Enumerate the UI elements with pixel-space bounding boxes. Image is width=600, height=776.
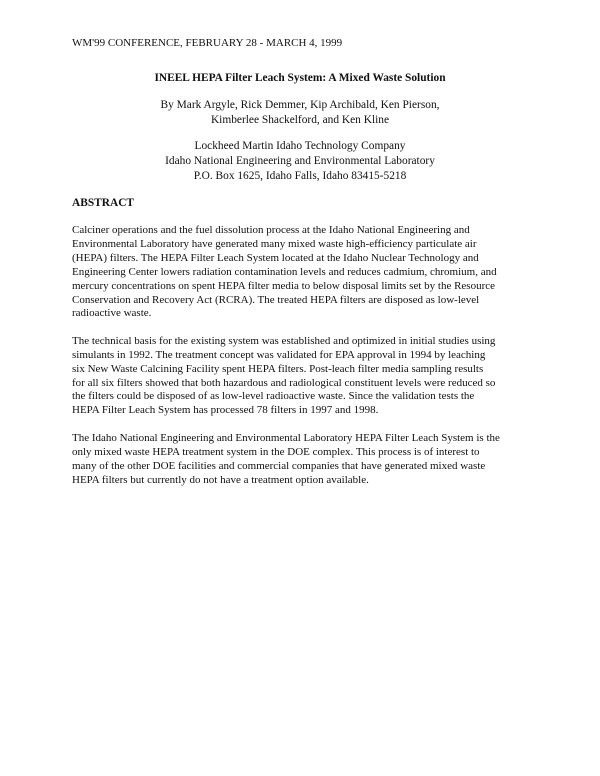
abstract-paragraph	[72, 335, 542, 418]
paper-title: INEEL HEPA Filter Leach System: A Mixed Waste Solution	[154, 72, 446, 84]
affiliation-laboratory: Idaho National Engineering and Environmental Laboratory	[165, 155, 435, 167]
text-line: only mixed waste HEPA treatment system in the DOE complex. This process is of interest to	[72, 445, 480, 458]
text-line: mercury concentrations on spent HEPA filter media to below disposal limits set by the Resource	[72, 279, 496, 292]
text-line: The Idaho National Engineering and Environmental Laboratory HEPA Filter Leach System is the	[72, 431, 500, 444]
text-line: Conservation and Recovery Act (RCRA). The treated HEPA filters are disposed as low-level	[72, 293, 480, 306]
abstract-heading: ABSTRACT	[72, 197, 135, 209]
text-line: HEPA filters but currently do not have a treatment option available.	[72, 473, 369, 486]
text-line: the filters could be disposed of as low-level radioactive waste. Since the validation tests the	[72, 390, 475, 403]
affiliation	[72, 139, 528, 184]
author-list	[72, 98, 528, 128]
text-line: Engineering Center lowers radiation contamination levels and reduces cadmium, chromium, and	[72, 265, 497, 278]
text-line: The technical basis for the existing system was established and optimized in initial studies using	[72, 334, 496, 347]
text-line: six New Waste Calcining Facility spent HEPA filters. Post-leach filter media sampling results	[72, 362, 484, 375]
running-header: WM'99 CONFERENCE, FEBRUARY 28 - MARCH 4, 1999	[72, 37, 343, 49]
text-line: for all six filters showed that both hazardous and radiological constituent levels were reduced so	[72, 376, 496, 389]
author-line: By Mark Argyle, Rick Demmer, Kip Archibald, Ken Pierson,	[160, 99, 440, 111]
title-block	[72, 71, 528, 184]
text-line: Environmental Laboratory have generated many mixed waste high-efficiency particulate air	[72, 237, 477, 250]
text-line: HEPA Filter Leach System has processed 78 filters in 1997 and 1998.	[72, 404, 379, 417]
text-line: radioactive waste.	[72, 307, 152, 320]
affiliation-organization: Lockheed Martin Idaho Technology Company	[194, 140, 406, 152]
abstract-body	[72, 224, 542, 501]
text-line: Calciner operations and the fuel dissolution process at the Idaho National Engineering and	[72, 224, 470, 236]
text-line: simulants in 1992. The treatment concept was validated for EPA approval in 1994 by leaching	[72, 348, 486, 361]
author-line: Kimberlee Shackelford, and Ken Kline	[210, 114, 390, 126]
text-line: (HEPA) filters. The HEPA Filter Leach System located at the Idaho Nuclear Technology and	[72, 251, 479, 264]
abstract-paragraph	[72, 224, 542, 321]
abstract-paragraph	[72, 432, 542, 488]
text-line: many of the other DOE facilities and commercial companies that have generated mixed waste	[72, 459, 486, 472]
affiliation-address: P.O. Box 1625, Idaho Falls, Idaho 83415-5218	[193, 170, 407, 182]
